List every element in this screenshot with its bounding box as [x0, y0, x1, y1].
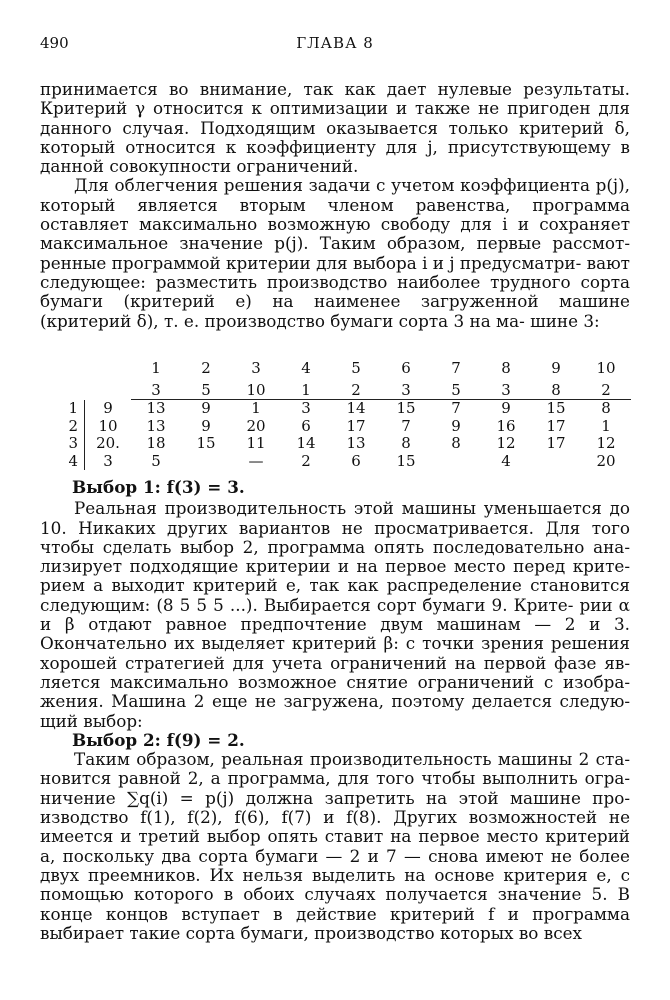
text-block-top [40, 80, 630, 331]
table-cell: 12 [496, 434, 516, 452]
text-block-bottom [40, 478, 630, 943]
text-line: ренные программой критерии для выбора i и j предусматри- [40, 252, 582, 273]
table-cell: 4 [501, 451, 511, 470]
capacity-cell: 9 [103, 398, 113, 417]
text-line: вают следующее: разместить производство наиболее трудного [40, 252, 630, 292]
column-header: 1 [151, 359, 161, 377]
text-line: Реальная производительность этой машины уменьшается до [74, 498, 630, 519]
capacity-cell: 3 [103, 451, 113, 470]
text-line: хорошей стратегией для учета ограничений на первой фазе яв- [40, 652, 630, 673]
p-value-cell: 2 [581, 382, 631, 400]
row-label: 4 [58, 453, 85, 471]
table-cell: 8 [601, 399, 611, 417]
table-cell: 1 [251, 399, 261, 417]
column-header: 4 [301, 359, 311, 377]
table-cell: 11 [246, 434, 266, 452]
row-label: 2 [58, 418, 85, 436]
table-cell [531, 453, 581, 471]
column-header: 2 [201, 359, 211, 377]
table-cell: 15 [396, 451, 416, 470]
table-header-row [58, 360, 631, 382]
text-line: a, поскольку два сорта бумаги — 2 и 7 — снова имеют не более [40, 845, 630, 866]
assignment-matrix [58, 360, 631, 470]
text-line: максимальное значение p(j). Таким образом, первые рассмот- [40, 233, 630, 254]
table-cell: 6 [301, 416, 311, 435]
text-line: Окончательно их выделяет критерий β: с точки зрения решения [40, 633, 630, 654]
text-line: изводство f(1), f(2), f(6), f(7) и f(8). Других возможностей не [40, 807, 630, 828]
corner-cell [85, 382, 132, 400]
table-cell: 7 [401, 416, 411, 435]
text-line: Для облегчения решения задачи с учетом коэффициента [74, 175, 590, 196]
text-line: оставляет максимально возможную свободу для i и сохраняет [40, 214, 630, 235]
table-cell: 16 [496, 416, 516, 435]
text-line: В конце концов вступает в действие критерий f и программа [40, 884, 630, 924]
page-header [40, 34, 630, 58]
text-line: p(j), который является вторым членом равенства, программа [40, 175, 630, 215]
text-line: в данной совокупности ограничений. [40, 136, 630, 177]
table-row [58, 418, 631, 436]
column-header: 5 [351, 359, 361, 377]
table-cell: 17 [346, 416, 366, 435]
paragraph-3 [40, 499, 630, 731]
text-line: двух преемников. Их нельзя выделить на основе критерия e, [40, 864, 612, 885]
column-header: 8 [501, 359, 511, 377]
text-line: лизирует подходящие критерии и на первое место перед крите- [40, 556, 630, 577]
table-cell: 3 [301, 399, 311, 417]
table-cell: 18 [146, 434, 166, 452]
corner-cell [58, 382, 85, 400]
text-line: имеется и третий выбор опять ставит на первое место критерий [40, 826, 630, 847]
p-value-cell: 3 [481, 382, 531, 400]
table-cell: 14 [296, 434, 316, 452]
text-line: шине 3: [530, 310, 600, 331]
text-line: сорта бумаги (критерий e) на наименее загруженной машине [40, 271, 630, 312]
p-value-cell: 10 [231, 382, 281, 400]
row-label: 1 [58, 400, 85, 418]
table-cell: 20 [596, 451, 616, 470]
column-header: 3 [251, 359, 261, 377]
column-header: 9 [551, 359, 561, 377]
table-cell: 9 [201, 399, 211, 417]
text-line: рием a выходит критерий e, так как распределение становится [40, 575, 630, 596]
text-line: ничение ∑q(i) = p(j) должна запретить на этой машине про- [40, 787, 630, 808]
text-line: чтобы сделать выбор 2, программа опять последовательно ана- [40, 536, 630, 557]
table-cell: 2 [301, 451, 311, 470]
corner-cell [85, 360, 132, 382]
text-line: 10. Никаких других вариантов не просматривается. Для того [40, 517, 630, 538]
p-value-cell: 5 [431, 382, 481, 400]
table-cell [431, 453, 481, 471]
paragraph-4 [40, 750, 630, 943]
column-header: 6 [401, 359, 411, 377]
table-cell: 17 [546, 434, 566, 452]
table-cell: — [248, 451, 264, 470]
table-cell: 15 [546, 399, 566, 417]
text-line: который относится к коэффициенту для j, присутствующему [40, 136, 611, 157]
running-title: ГЛАВА 8 [296, 34, 374, 52]
table-cell: 14 [346, 399, 366, 417]
table-row [58, 453, 631, 471]
text-line: с помощью которого в обоих случаях получается значение 5. [40, 864, 630, 905]
table-cell: 9 [501, 399, 511, 417]
p-value-cell: 1 [281, 382, 331, 400]
text-line: следующим: (8 5 5 5 ...). Выбирается сорт бумаги 9. Крите- [40, 594, 574, 615]
column-header: 7 [451, 359, 461, 377]
p-value-cell: 3 [131, 382, 181, 400]
corner-cell [58, 360, 85, 382]
table-cell: 8 [451, 434, 461, 452]
table-cell: 15 [196, 434, 216, 452]
table-cell: 1 [601, 416, 611, 435]
table-cell: 17 [546, 416, 566, 435]
table-cell: 12 [596, 434, 616, 452]
p-value-cell: 8 [531, 382, 581, 400]
table-cell: 9 [201, 416, 211, 435]
text-line: выбирает такие сорта бумаги, производство которых во всех [40, 922, 582, 943]
paragraph-2 [40, 176, 630, 330]
choice-2: Выбор 2: f(9) = 2. [72, 729, 245, 750]
table-cell: 15 [396, 399, 416, 417]
text-line: Таким образом, реальная производительность машины 2 ста- [74, 749, 630, 770]
p-value-cell: 3 [381, 382, 431, 400]
table-cell: 7 [451, 399, 461, 417]
table-cell: 6 [351, 451, 361, 470]
capacity-cell: 20. [96, 434, 120, 452]
page-number: 490 [40, 34, 69, 52]
table-cell [181, 453, 231, 471]
text-line: ляется максимально возможное снятие ограничений с изобра- [40, 671, 630, 692]
text-line: новится равной 2, а программа, для того чтобы выполнить огра- [40, 768, 630, 789]
table-cell: 5 [151, 451, 161, 470]
capacity-cell: 10 [98, 416, 118, 435]
table-cell: 13 [146, 416, 166, 435]
row-label: 3 [58, 435, 85, 453]
text-line: Критерий γ относится к оптимизации и также не пригоден для [40, 98, 630, 119]
text-line: (критерий δ), т. е. производство бумаги сорта 3 на ма- [40, 310, 525, 331]
text-line: принимается во внимание, так как дает нулевые результаты. [40, 79, 630, 99]
text-line: данного случая. Подходящим оказывается только критерий δ, [40, 117, 630, 138]
table-cell: 13 [346, 434, 366, 452]
table-cell: 13 [146, 399, 166, 417]
table-row [58, 400, 631, 418]
p-value-cell: 5 [181, 382, 231, 400]
table-cell: 9 [451, 416, 461, 435]
table-p-row [58, 382, 631, 400]
text-line: щий выбор: [40, 710, 143, 731]
paragraph-1 [40, 80, 630, 176]
table-cell: 20 [246, 416, 266, 435]
column-header: 10 [596, 359, 616, 377]
table-cell: 8 [401, 434, 411, 452]
p-value-cell: 2 [331, 382, 381, 400]
table-row [58, 435, 631, 453]
text-line: жения. Машина 2 еще не загружена, поэтому делается следую- [40, 691, 630, 712]
text-line: рии α и β отдают равное предпочтение двум машинам — 2 и 3. [40, 594, 630, 635]
choice-1: Выбор 1: f(3) = 3. [72, 477, 245, 497]
